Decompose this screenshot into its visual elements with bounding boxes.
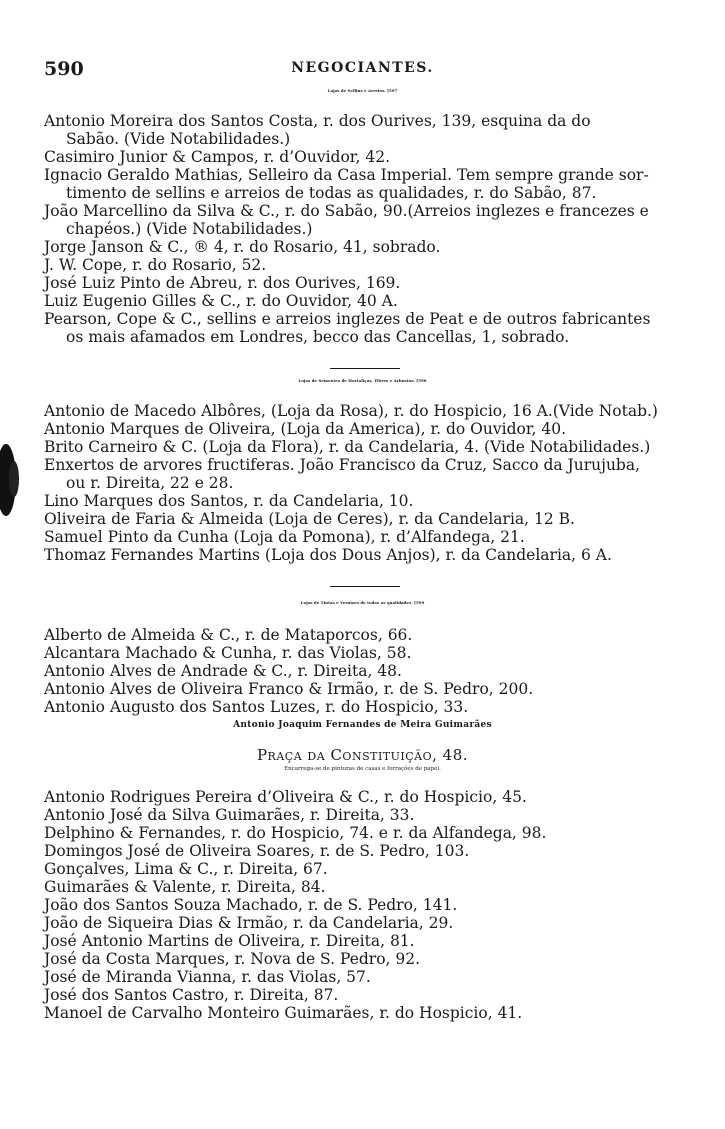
list-item: Luiz Eugenio Gilles & C., r. do Ouvidor, 40 A. [44,292,398,310]
list-item-continuation: timento de sellins e arreios de todas as qualidades, r. do Sabão, 87. [66,184,597,202]
section-divider [330,586,400,587]
list-item: Manoel de Carvalho Monteiro Guimarães, r. do Hospicio, 41. [44,1004,523,1022]
list-item: José dos Santos Castro, r. Direita, 87. [44,986,339,1004]
list-item: José da Costa Marques, r. Nova de S. Pedro, 92. [44,950,421,968]
section-title-tintas: Lojas de Tintas e Vernizes de todas as qualidades. [599 [300,600,425,605]
list-item: Antonio Alves de Andrade & C., r. Direita, 48. [44,662,402,680]
list-item: Guimarães & Valente, r. Direita, 84. [44,878,326,896]
list-item: Gonçalves, Lima & C., r. Direita, 67. [44,860,328,878]
section-title-sementes: Lojas de Sementes de Hortaliças, Flôres e Arbustos. [598 [298,378,427,383]
list-item-continuation: ou r. Direita, 22 e 28. [66,474,234,492]
section-divider [330,368,400,369]
list-item: Casimiro Junior & Campos, r. d’Ouvidor, 42. [44,148,391,166]
list-item-continuation: os mais afamados em Londres, becco das Cancellas, 1, sobrado. [66,328,570,346]
list-item: Pearson, Cope & C., sellins e arreios inglezes de Peat e de outros fabricantes [44,310,651,328]
list-item: Alcantara Machado & Cunha, r. das Violas, 58. [44,644,412,662]
list-item: Ignacio Geraldo Mathias, Selleiro da Casa Imperial. Tem sempre grande sor- [44,166,649,184]
ink-blot [0,435,26,525]
list-item: Jorge Janson & C., ® 4, r. do Rosario, 41, sobrado. [44,238,441,256]
list-item: Alberto de Almeida & C., r. de Mataporcos, 66. [44,626,413,644]
list-item: José Antonio Martins de Oliveira, r. Direita, 81. [44,932,415,950]
list-item: Lino Marques dos Santos, r. da Candelaria, 10. [44,492,414,510]
list-item-continuation: chapéos.) (Vide Notabilidades.) [66,220,313,238]
list-item: Brito Carneiro & C. (Loja da Flora), r. da Candelaria, 4. (Vide Notabilidades.) [44,438,651,456]
list-item: Samuel Pinto da Cunha (Loja da Pomona), r. d’Alfandega, 21. [44,528,525,546]
advertisement-name: Antonio Joaquim Fernandes de Meira Guimarães [233,720,492,730]
list-item: Oliveira de Faria & Almeida (Loja de Ceres), r. da Candelaria, 12 B. [44,510,575,528]
list-item: Domingos José de Oliveira Soares, r. de S. Pedro, 103. [44,842,470,860]
section-title-sellins: Lojas de Sellins e Arreios. [597 [327,88,398,93]
list-item: Antonio José da Silva Guimarães, r. Direita, 33. [44,806,415,824]
advertisement-description: Encarrega-se de pinturas de casas e forrações de papel. [284,766,441,772]
list-item: J. W. Cope, r. do Rosario, 52. [44,256,267,274]
list-item-continuation: Sabão. (Vide Notabilidades.) [66,130,291,148]
list-item: João de Siqueira Dias & Irmão, r. da Candelaria, 29. [44,914,454,932]
page-header [0,58,725,82]
list-item: Thomaz Fernandes Martins (Loja dos Dous Anjos), r. da Candelaria, 6 A. [44,546,612,564]
list-item: Enxertos de arvores fructiferas. João Francisco da Cruz, Sacco da Jurujuba, [44,456,641,474]
list-item: Antonio Augusto dos Santos Luzes, r. do Hospicio, 33. [44,698,469,716]
page-title: NEGOCIANTES. [291,60,434,76]
advertisement-address: Praça da Constituição, 48. [256,746,469,764]
list-item: Antonio Alves de Oliveira Franco & Irmão, r. de S. Pedro, 200. [44,680,534,698]
list-item: João Marcellino da Silva & C., r. do Sabão, 90.(Arreios inglezes e francezes e [44,202,649,220]
page-number: 590 [44,58,84,80]
list-item: José de Miranda Vianna, r. das Violas, 57. [44,968,371,986]
list-item: Antonio Marques de Oliveira, (Loja da America), r. do Ouvidor, 40. [44,420,567,438]
list-item: Delphino & Fernandes, r. do Hospicio, 74. e r. da Alfandega, 98. [44,824,547,842]
list-item: Antonio Rodrigues Pereira d’Oliveira & C., r. do Hospicio, 45. [44,788,527,806]
list-item: José Luiz Pinto de Abreu, r. dos Ourives, 169. [44,274,401,292]
list-item: Antonio de Macedo Albôres, (Loja da Rosa), r. do Hospicio, 16 A.(Vide Notab.) [44,402,658,420]
list-item: João dos Santos Souza Machado, r. de S. Pedro, 141. [44,896,458,914]
list-item: Antonio Moreira dos Santos Costa, r. dos Ourives, 139, esquina da do [44,112,591,130]
